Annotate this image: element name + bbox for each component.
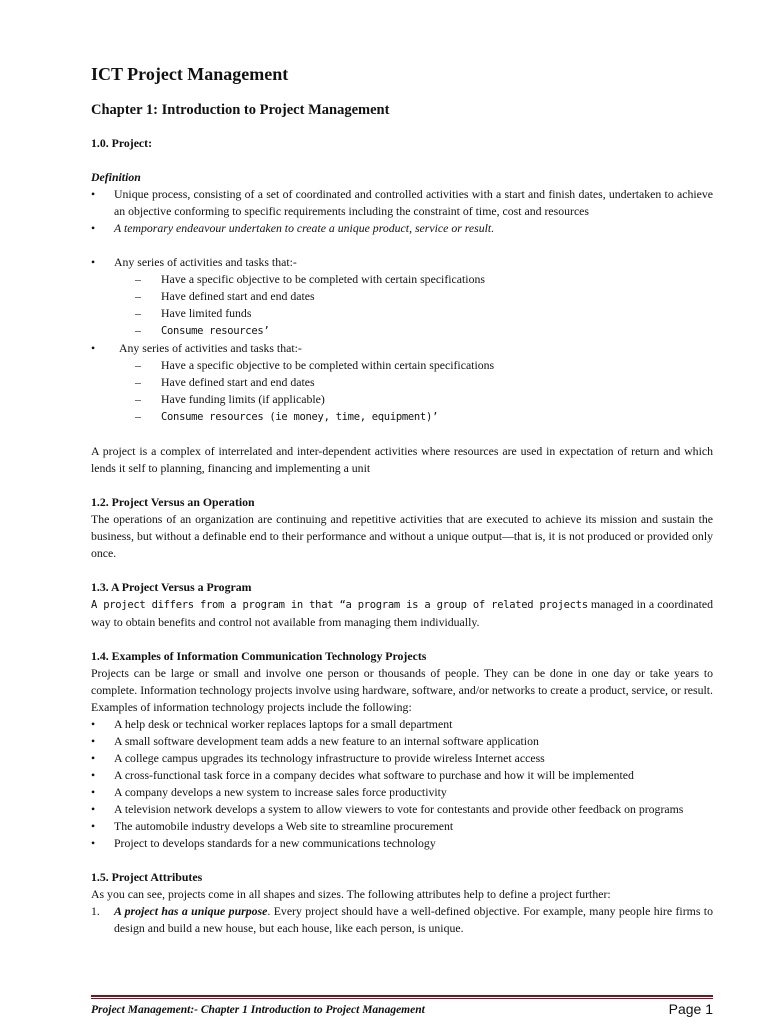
document-body xyxy=(91,135,713,937)
list-item: • Any series of activities and tasks that:- xyxy=(91,341,302,355)
list-item: – Have a specific objective to be completed with certain specifications xyxy=(135,272,485,286)
list-item: • A television network develops a system to allow viewers to vote for contestants and provide other feedback on programs xyxy=(91,802,684,816)
section-heading-1-3: 1.3. A Project Versus a Program xyxy=(91,580,252,594)
section-body-1-5: As you can see, projects come in all shapes and sizes. The following attributes help to define a project further: xyxy=(91,887,611,901)
chapter-heading: Chapter 1: Introduction to Project Management xyxy=(91,102,390,118)
list-item: – Have defined start and end dates xyxy=(135,289,315,303)
footer-text: Project Management:- Chapter 1 Introduction to Project Management xyxy=(91,1004,425,1016)
list-item: • A company develops a new system to increase sales force productivity xyxy=(91,785,447,799)
list-item: – Have a specific objective to be completed within certain specifications xyxy=(135,358,495,372)
list-item: • The automobile industry develops a Web site to streamline procurement xyxy=(91,819,454,833)
list-item: – Have limited funds xyxy=(135,306,252,320)
list-item: • A college campus upgrades its technology infrastructure to provide wireless Internet access xyxy=(91,751,545,765)
list-item: • Unique process, consisting of a set of coordinated and controlled activities with a start and finish dates, undertaken to achieve an objective conforming to specific requirements including the constraint of time, cost and resources xyxy=(91,187,713,218)
section-body-1-4: Projects can be large or small and involve one person or thousands of people. They can be done in one day or take years to complete. Information technology projects involve using hardware, software, and/or networks to create a product, service, or result. Examples of information technology projects include the following: xyxy=(91,666,713,714)
section-body-1-3: A project differs from a program in that “a program is a group of related projects managed in a coordinated way to obtain benefits and control not available from managing them individually. xyxy=(91,597,713,629)
section-heading-1-0: 1.0. Project: xyxy=(91,136,153,150)
list-item: – Consume resources (ie money, time, equipment)’ xyxy=(135,409,438,423)
list-item: – Consume resources’ xyxy=(135,323,270,337)
section-heading-1-2: 1.2. Project Versus an Operation xyxy=(91,495,255,509)
list-item: • Project to develops standards for a new communications technology xyxy=(91,836,436,850)
section-body-1-2: The operations of an organization are continuing and repetitive activities that are executed to achieve its mission and sustain the business, but without a definable end to their performance and without a unique output—that is, it is not produced or provided only once. xyxy=(91,512,713,560)
footer-rule-thin xyxy=(91,998,713,999)
section-heading-1-4: 1.4. Examples of Information Communication Technology Projects xyxy=(91,649,427,663)
list-item: – Have defined start and end dates xyxy=(135,375,315,389)
attributes-list xyxy=(91,903,713,937)
ict-examples-list xyxy=(91,716,713,852)
page-number: Page 1 xyxy=(668,1001,713,1017)
list-item: • Any series of activities and tasks that:- xyxy=(91,255,297,269)
list-item: – Have funding limits (if applicable) xyxy=(135,392,325,406)
list-item: 1. A project has a unique purpose. Every project should have a well-defined objective. For example, many people hire firms to design and build a new house, but each house, like each person, is unique. xyxy=(91,904,713,935)
document-title: ICT Project Management xyxy=(91,64,289,84)
activities-sublist-2 xyxy=(91,357,713,426)
activities-list-1 xyxy=(91,254,713,271)
definition-list xyxy=(91,186,713,237)
section-heading-1-5: 1.5. Project Attributes xyxy=(91,870,203,884)
list-item: • A small software development team adds a new feature to an internal software application xyxy=(91,734,539,748)
list-item: • A cross-functional task force in a company decides what software to purchase and how it will be implemented xyxy=(91,768,634,782)
activities-list-2 xyxy=(91,340,713,357)
footer-rule xyxy=(91,995,713,997)
list-item: • A help desk or technical worker replaces laptops for a small department xyxy=(91,717,453,731)
project-summary-paragraph: A project is a complex of interrelated and inter-dependent activities where resources are used in expectation of return and which lends it self to planning, financing and implementing a unit xyxy=(91,444,713,475)
definition-label: Definition xyxy=(91,170,141,184)
list-item: • A temporary endeavour undertaken to create a unique product, service or result. xyxy=(91,221,495,235)
activities-sublist-1 xyxy=(91,271,713,340)
